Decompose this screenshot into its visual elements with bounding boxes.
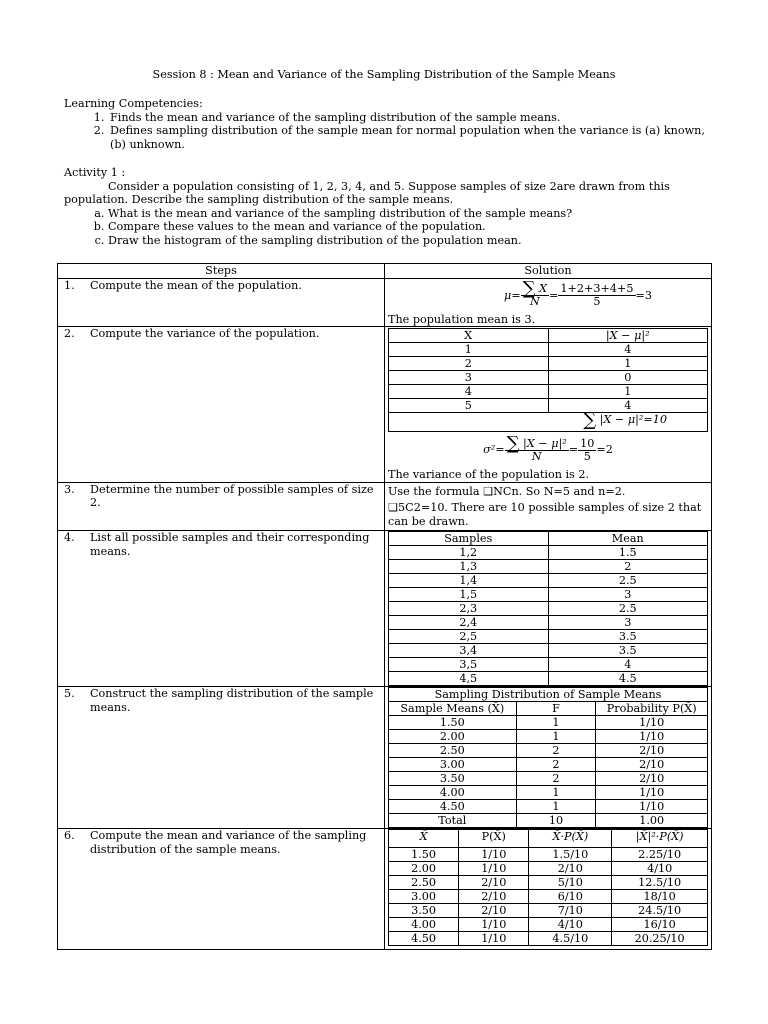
cell: 2,5 bbox=[389, 630, 549, 644]
cell: 2/10 bbox=[459, 890, 529, 904]
cell: 3 bbox=[389, 371, 549, 385]
competencies-list bbox=[64, 111, 714, 152]
variance-formula: σ²= $\frac{\text{∑ |X − μ|²}}{N}$ = $\frac{10}{5}$ =2 bbox=[483, 432, 613, 463]
table-row bbox=[389, 904, 708, 918]
combination-result-line: ❑5C2=10. There are 10 possible samples of size 2 that can be drawn. bbox=[388, 501, 702, 528]
cell: 1.50 bbox=[389, 848, 459, 862]
col-frequency: F bbox=[516, 702, 596, 716]
table-row bbox=[389, 862, 708, 876]
activity-section bbox=[64, 166, 714, 247]
cell: 2.25/10 bbox=[612, 848, 708, 862]
cell: 5 bbox=[389, 399, 549, 413]
table-row bbox=[389, 546, 708, 560]
cell: 3 bbox=[548, 616, 708, 630]
deviation-sum: |X − μ|²=10 bbox=[599, 413, 667, 426]
cell: 1/10 bbox=[459, 848, 529, 862]
cell: 1.50 bbox=[389, 716, 517, 730]
cell: 2.5 bbox=[548, 574, 708, 588]
cell: 2/10 bbox=[596, 744, 708, 758]
samples-table bbox=[388, 531, 708, 686]
table-row bbox=[389, 371, 708, 385]
cell: 1,4 bbox=[389, 574, 549, 588]
cell: 1,5 bbox=[389, 588, 549, 602]
table-row bbox=[389, 672, 708, 686]
page-title: Session 8 : Mean and Variance of the Sampling Distribution of the Sample Means bbox=[152, 68, 616, 81]
cell: 3,5 bbox=[389, 658, 549, 672]
cell: 3 bbox=[548, 588, 708, 602]
sigma-symbol: ∑ bbox=[522, 278, 536, 299]
competency-item: 1. Finds the mean and variance of the sampling distribution of the sample means. bbox=[108, 111, 714, 125]
col-x: X bbox=[389, 329, 549, 343]
formula-denominator: N bbox=[529, 295, 540, 308]
cell: 1,2 bbox=[389, 546, 549, 560]
formula-numerator-2: 1+2+3+4+5 bbox=[560, 282, 634, 295]
sigma-symbol: ∑ bbox=[583, 409, 597, 431]
cell: 2.00 bbox=[389, 730, 517, 744]
step-number: 1. bbox=[64, 278, 75, 292]
cell: 4.50 bbox=[389, 800, 517, 814]
cell: 3.00 bbox=[389, 758, 517, 772]
table-row bbox=[389, 786, 708, 800]
formula-result: =3 bbox=[635, 288, 652, 302]
step-text: Compute the variance of the population. bbox=[90, 327, 320, 340]
step-number: 2. bbox=[64, 327, 75, 340]
cell: 3,4 bbox=[389, 644, 549, 658]
cell: 1 bbox=[516, 716, 596, 730]
table-row bbox=[389, 630, 708, 644]
table-row bbox=[389, 932, 708, 946]
col-xbar-times-p: X̄·P(X̄) bbox=[529, 830, 612, 848]
table-row bbox=[389, 588, 708, 602]
formula-numerator-2: 10 bbox=[580, 436, 595, 450]
cell: 2.50 bbox=[389, 876, 459, 890]
table-row bbox=[389, 800, 708, 814]
table-row bbox=[389, 876, 708, 890]
cell: 1 bbox=[516, 730, 596, 744]
mean-variance-table bbox=[388, 829, 708, 946]
cell: 1 bbox=[548, 385, 708, 399]
step-number: 6. bbox=[64, 829, 75, 842]
cell: 24.5/10 bbox=[612, 904, 708, 918]
cell: 16/10 bbox=[612, 918, 708, 932]
cell: 1/10 bbox=[459, 918, 529, 932]
col-sample-means: Sample Means (X̄) bbox=[389, 702, 517, 716]
step-row-3 bbox=[58, 482, 712, 531]
cell: 4.00 bbox=[389, 786, 517, 800]
activity-heading: Activity 1 : bbox=[64, 166, 126, 179]
cell: 3.5 bbox=[548, 630, 708, 644]
cell: 20.25/10 bbox=[612, 932, 708, 946]
cell: 2.5 bbox=[548, 602, 708, 616]
total-row bbox=[389, 814, 708, 828]
cell: 2.50 bbox=[389, 744, 517, 758]
cell: 1/10 bbox=[596, 716, 708, 730]
formula-denominator: N bbox=[531, 449, 542, 463]
step-number: 4. bbox=[64, 531, 75, 544]
cell: 3.5 bbox=[548, 644, 708, 658]
variance-conclusion: The variance of the population is 2. bbox=[388, 468, 590, 481]
activity-question: c. Draw the histogram of the sampling distribution of the population mean. bbox=[108, 234, 714, 248]
table-row bbox=[389, 560, 708, 574]
cell: 2/10 bbox=[529, 862, 612, 876]
table-row bbox=[389, 918, 708, 932]
steps-table bbox=[57, 263, 712, 950]
table-row bbox=[389, 658, 708, 672]
step-number: 5. bbox=[64, 687, 75, 700]
col-probability: P(X̄) bbox=[459, 830, 529, 848]
variance-table bbox=[388, 328, 708, 432]
cell: 4 bbox=[548, 658, 708, 672]
step-text: Compute the mean of the population. bbox=[90, 278, 302, 292]
cell: 1/10 bbox=[459, 932, 529, 946]
table-row bbox=[389, 744, 708, 758]
sigma-symbol: ∑ bbox=[506, 432, 520, 454]
cell: 1.5/10 bbox=[529, 848, 612, 862]
activity-questions bbox=[64, 207, 714, 248]
cell: 2 bbox=[516, 744, 596, 758]
cell: 4/10 bbox=[612, 862, 708, 876]
table-row bbox=[389, 385, 708, 399]
step-text: Determine the number of possible samples of size 2. bbox=[90, 482, 374, 509]
cell: 4/10 bbox=[529, 918, 612, 932]
cell: 2/10 bbox=[459, 876, 529, 890]
sampling-distribution-table bbox=[388, 687, 708, 828]
cell: 4.5/10 bbox=[529, 932, 612, 946]
mean-conclusion: The population mean is 3. bbox=[388, 312, 536, 326]
cell: 2 bbox=[389, 357, 549, 371]
cell: 2 bbox=[516, 772, 596, 786]
sum-row bbox=[389, 413, 708, 432]
cell: 5/10 bbox=[529, 876, 612, 890]
table-row bbox=[389, 890, 708, 904]
col-probability: Probability P(X̄) bbox=[596, 702, 708, 716]
cell: 3.50 bbox=[389, 772, 517, 786]
col-xbar-squared-times-p: |X̄|²·P(X̄) bbox=[612, 830, 708, 848]
cell: 1,3 bbox=[389, 560, 549, 574]
table-row bbox=[389, 730, 708, 744]
formula-lhs: σ²= bbox=[483, 443, 505, 457]
combination-formula-line: Use the formula ❑NCn. So N=5 and n=2. bbox=[388, 484, 626, 498]
step-number: 3. bbox=[64, 482, 75, 496]
cell: 3.00 bbox=[389, 890, 459, 904]
step-row-6 bbox=[58, 829, 712, 950]
cell: 4.00 bbox=[389, 918, 459, 932]
cell: 2,4 bbox=[389, 616, 549, 630]
activity-question: b. Compare these values to the mean and variance of the population. bbox=[108, 220, 714, 234]
cell: 1/10 bbox=[459, 862, 529, 876]
cell: 3.50 bbox=[389, 904, 459, 918]
table-row bbox=[389, 616, 708, 630]
steps-header: Steps bbox=[58, 264, 385, 279]
formula-lhs: μ= bbox=[503, 288, 521, 302]
cell: 2 bbox=[548, 560, 708, 574]
cell: 1/10 bbox=[596, 786, 708, 800]
cell: 1 bbox=[516, 800, 596, 814]
cell: 6/10 bbox=[529, 890, 612, 904]
step-text: List all possible samples and their corresponding means. bbox=[90, 531, 370, 558]
step-row-5 bbox=[58, 687, 712, 829]
formula-denominator-2: 5 bbox=[593, 295, 601, 308]
step-text: Compute the mean and variance of the sampling distribution of the sample means. bbox=[90, 829, 367, 856]
competencies-heading: Learning Competencies: bbox=[64, 97, 203, 110]
cell: 4 bbox=[389, 385, 549, 399]
cell: 4 bbox=[548, 343, 708, 357]
formula-denominator-2: 5 bbox=[583, 449, 591, 463]
formula-numerator: |X − μ|² bbox=[523, 436, 567, 450]
cell: 2/10 bbox=[596, 758, 708, 772]
col-samples: Samples bbox=[389, 532, 549, 546]
steps-table-wrapper bbox=[57, 263, 711, 950]
cell: 2/10 bbox=[596, 772, 708, 786]
solution-header: Solution bbox=[385, 264, 712, 279]
cell: 12.5/10 bbox=[612, 876, 708, 890]
cell: 18/10 bbox=[612, 890, 708, 904]
table-row bbox=[389, 758, 708, 772]
step-row-1 bbox=[58, 278, 712, 327]
cell: 2,3 bbox=[389, 602, 549, 616]
learning-competencies bbox=[64, 97, 714, 151]
activity-intro: Consider a population consisting of 1, 2, 3, 4, and 5. Suppose samples of size 2are drawn from this population. Describe the sampling distribution of the sample means. bbox=[64, 179, 670, 206]
formula-numerator: X bbox=[539, 282, 548, 295]
col-xbar: X̄ bbox=[389, 830, 459, 848]
cell: 4 bbox=[548, 399, 708, 413]
table-row bbox=[389, 343, 708, 357]
cell: 1 bbox=[548, 357, 708, 371]
cell: 7/10 bbox=[529, 904, 612, 918]
cell: Total bbox=[389, 814, 517, 828]
cell: 0 bbox=[548, 371, 708, 385]
cell: 1.5 bbox=[548, 546, 708, 560]
activity-question: a. What is the mean and variance of the sampling distribution of the sample means? bbox=[108, 207, 714, 221]
table-row bbox=[389, 716, 708, 730]
step-row-2 bbox=[58, 327, 712, 483]
cell: 2 bbox=[516, 758, 596, 772]
step-row-4 bbox=[58, 531, 712, 687]
cell: 4,5 bbox=[389, 672, 549, 686]
table-row bbox=[389, 848, 708, 862]
competency-item: 2. Defines sampling distribution of the sample mean for normal population when the variance is (a) known, (b) unknown. bbox=[108, 124, 714, 151]
mean-formula: μ= $\frac{\sum X}{N}$ = $\frac{1+2+3+4+5}{5}$ =3 bbox=[503, 278, 652, 308]
formula-result: =2 bbox=[596, 443, 613, 457]
cell: 2.00 bbox=[389, 862, 459, 876]
table-row bbox=[389, 644, 708, 658]
step-text: Construct the sampling distribution of the sample means. bbox=[90, 687, 374, 714]
table-row bbox=[389, 772, 708, 786]
table-row bbox=[389, 574, 708, 588]
table-caption: Sampling Distribution of Sample Means bbox=[389, 688, 708, 702]
cell: 1 bbox=[516, 786, 596, 800]
cell: 4.50 bbox=[389, 932, 459, 946]
cell: 1/10 bbox=[596, 800, 708, 814]
cell: 10 bbox=[516, 814, 596, 828]
cell: 1/10 bbox=[596, 730, 708, 744]
table-row bbox=[389, 399, 708, 413]
cell: 4.5 bbox=[548, 672, 708, 686]
cell: 1.00 bbox=[596, 814, 708, 828]
cell: 1 bbox=[389, 343, 549, 357]
col-mean: Mean bbox=[548, 532, 708, 546]
col-deviation: |X − μ|² bbox=[548, 329, 708, 343]
table-row bbox=[389, 357, 708, 371]
cell: 2/10 bbox=[459, 904, 529, 918]
table-row bbox=[389, 602, 708, 616]
